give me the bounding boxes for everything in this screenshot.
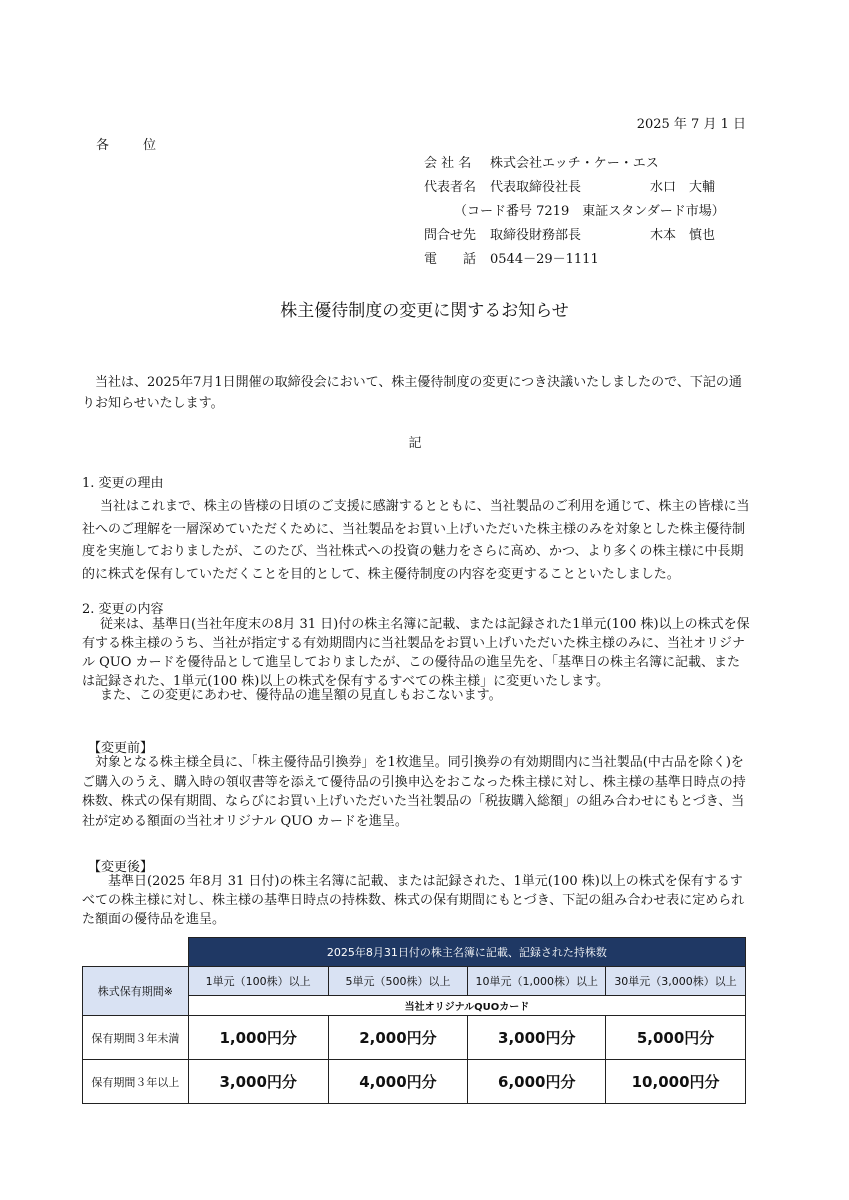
benefit-table bbox=[82, 937, 746, 1104]
section1-heading: 1. 変更の理由 bbox=[82, 476, 164, 491]
benefit-table-column-header: 1単元（100株）以上 bbox=[188, 967, 328, 996]
benefit-table-cell: 5,000円分 bbox=[606, 1016, 746, 1060]
before-heading: 【変更前】 bbox=[88, 741, 154, 756]
representative-title: 代表取締役社長 bbox=[490, 180, 582, 195]
benefit-table-cell: 4,000円分 bbox=[328, 1060, 468, 1104]
contact-label: 問合せ先 bbox=[424, 228, 477, 243]
table-row bbox=[83, 1060, 746, 1104]
benefit-table-cell: 3,000円分 bbox=[468, 1016, 606, 1060]
document-date: 2025 年 7 月 1 日 bbox=[636, 117, 746, 132]
phone-value: 0544－29－1111 bbox=[490, 252, 599, 267]
benefit-table-column-row bbox=[83, 967, 746, 996]
representative-row bbox=[424, 176, 725, 200]
benefit-table-cell: 6,000円分 bbox=[468, 1060, 606, 1104]
after-body: 基準日(2025 年8月 31 日付)の株主名簿に記載、または記録された、1単元(100 株)以上の株式を保有するすべての株主様に対し、株主様の基準日時点の持株数、株式の保有期間にもとづき、下記の組み合わせ表に定められた額面の優待品を進呈。 bbox=[82, 874, 745, 927]
document-title: 株主優待制度の変更に関するお知らせ bbox=[280, 301, 569, 321]
addressee bbox=[96, 134, 190, 153]
company-name-value: 株式会社エッチ・ケー・エス bbox=[490, 156, 659, 171]
benefit-table-corner bbox=[83, 938, 189, 967]
stock-code-line: （コード番号 7219 東証スタンダード市場） bbox=[454, 204, 725, 219]
benefit-table-row-header: 株式保有期間※ bbox=[83, 967, 189, 1016]
company-name-label: 会 社 名 bbox=[424, 156, 472, 171]
section2-body: 従来は、基準日(当社年度末の8月 31 日)付の株主名簿に記載、または記録された1単元(100 株)以上の株式を保有する株主様のうち、当社が指定する有効期間内に当社製品をお買い上げいただいた株主様のみに、当社オリジナル QUO カードを優待品として進呈しておりましたが、この優待品の進呈先を、「基準日の株主名簿に記載、または記録された、1単元(100 株)以上の株式を保有するすべての株主様」に変更いたします。 bbox=[82, 617, 750, 689]
phone-row bbox=[424, 248, 725, 272]
section2-heading: 2. 変更の内容 bbox=[82, 602, 164, 617]
benefit-table-row-label: 保有期間３年以上 bbox=[83, 1060, 189, 1104]
ki-marker: 記 bbox=[408, 436, 422, 451]
company-info-block bbox=[424, 152, 725, 272]
benefit-table-row-label: 保有期間３年未満 bbox=[83, 1016, 189, 1060]
benefit-table-cell: 1,000円分 bbox=[188, 1016, 328, 1060]
addressee-char-2: 位 bbox=[143, 138, 157, 153]
representative-label: 代表者名 bbox=[424, 180, 477, 195]
benefit-table-column-header: 5単元（500株）以上 bbox=[328, 967, 468, 996]
contact-name: 木本 慎也 bbox=[650, 228, 716, 243]
company-name-row bbox=[424, 152, 725, 176]
benefit-table-column-header: 30単元（3,000株）以上 bbox=[606, 967, 746, 996]
benefit-table-product: 当社オリジナルQUOカード bbox=[188, 996, 745, 1016]
representative-name: 水口 大輔 bbox=[650, 180, 716, 195]
contact-title: 取締役財務部長 bbox=[490, 228, 582, 243]
benefit-table-column-header: 10単元（1,000株）以上 bbox=[468, 967, 606, 996]
benefit-table-cell: 10,000円分 bbox=[606, 1060, 746, 1104]
after-heading: 【変更後】 bbox=[88, 860, 154, 875]
benefit-table-cell: 2,000円分 bbox=[328, 1016, 468, 1060]
contact-row bbox=[424, 224, 725, 248]
table-row bbox=[83, 1016, 746, 1060]
intro-paragraph: 当社は、2025年7月1日開催の取締役会において、株主優待制度の変更につき決議いたしましたので、下記の通りお知らせいたします。 bbox=[82, 375, 742, 411]
benefit-table-header-row bbox=[83, 938, 746, 967]
benefit-table-top-header: 2025年8月31日付の株主名簿に記載、記録された持株数 bbox=[188, 938, 745, 967]
addressee-char-1: 各 bbox=[96, 138, 110, 153]
before-body: 対象となる株主様全員に、「株主優待品引換券」を1枚進呈。同引換券の有効期間内に当社製品(中古品を除く)をご購入のうえ、購入時の領収書等を添えて優待品の引換申込をおこなった株主様に対し、株主様の基準日時点の持株数、株式の保有期間、ならびにお買い上げいただいた当社製品の「税抜購入総額」の組み合わせにもとづき、当社が定める額面の当社オリジナル QUO カードを進呈。 bbox=[82, 755, 746, 829]
section2-body-2: また、この変更にあわせ、優待品の進呈額の見直しもおこないます。 bbox=[100, 688, 502, 703]
phone-label: 電 話 bbox=[424, 252, 477, 267]
benefit-table-cell: 3,000円分 bbox=[188, 1060, 328, 1104]
section1-body: 当社はこれまで、株主の皆様の日頃のご支援に感謝するとともに、当社製品のご利用を通じて、株主の皆様に当社へのご理解を一層深めていただくために、当社製品をお買い上げいただいた株主様のみを対象とした株主優待制度を実施しておりましたが、このたび、当社株式への投資の魅力をさらに高め、かつ、より多くの株主様に中長期的に株式を保有していただくことを目的として、株主優待制度の内容を変更することといたしました。 bbox=[82, 499, 750, 582]
stock-code-row bbox=[424, 200, 725, 224]
